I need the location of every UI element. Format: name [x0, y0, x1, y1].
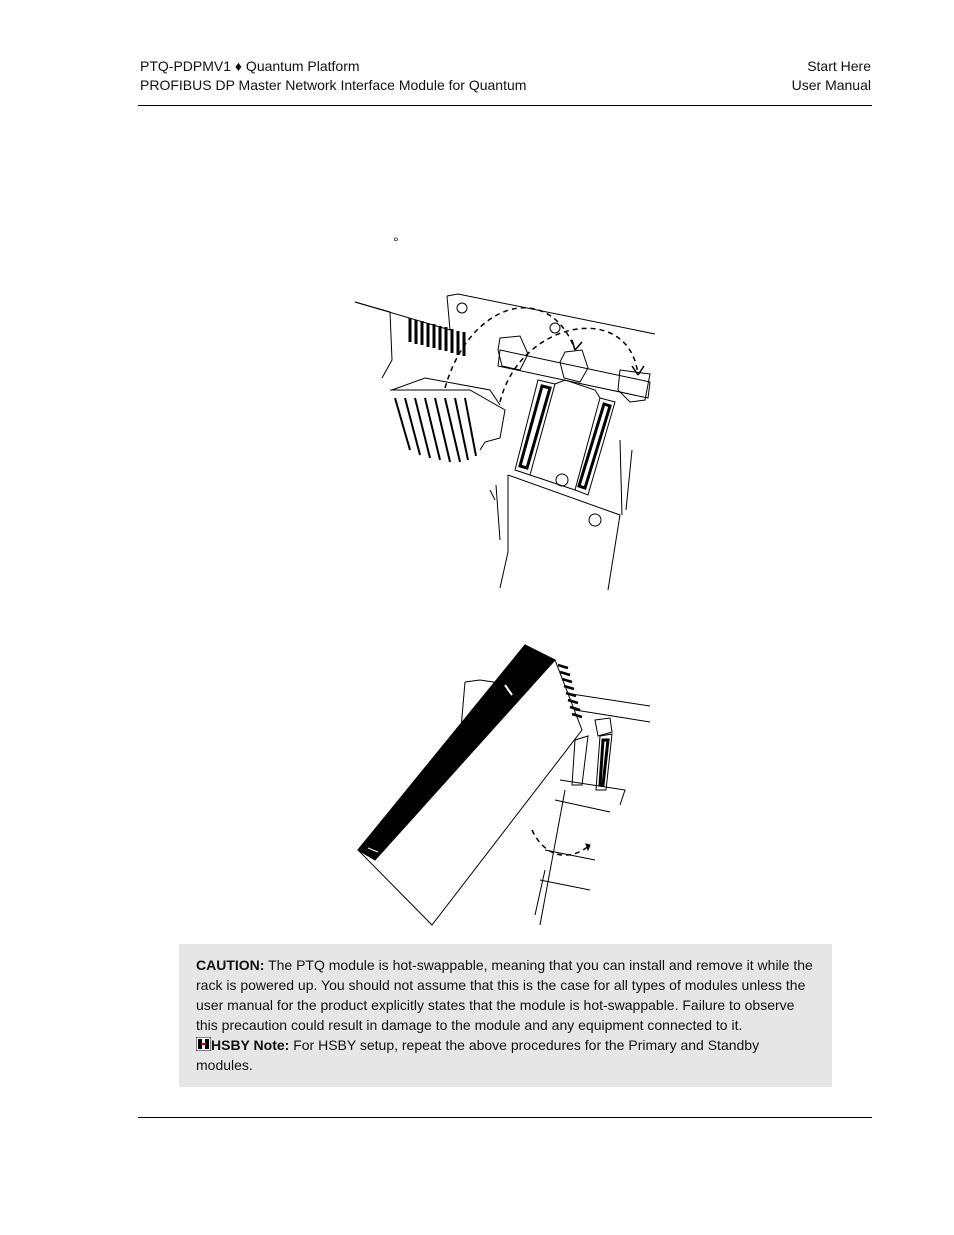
header-product-title: PTQ-PDPMV1 ♦ Quantum Platform: [140, 58, 360, 74]
header-section-title: Start Here: [807, 58, 871, 74]
hsby-icon: [196, 1037, 211, 1051]
caution-paragraph: [196, 955, 814, 1035]
header-divider: [138, 105, 872, 106]
caution-label: CAUTION:: [196, 957, 265, 973]
header-product-subtitle: PROFIBUS DP Master Network Interface Module for Quantum: [140, 77, 527, 93]
rack-module-hook-illustration: [350, 290, 660, 595]
hsby-label: HSBY Note:: [211, 1037, 290, 1053]
header-document-title: User Manual: [791, 77, 871, 93]
caution-text: The PTQ module is hot-swappable, meaning that you can install and remove it while the rack is powered up. You should not assume that this is the case for all types of modules unless the user manual for the product explicitly states that the module is hot-swappable. Failure to observe this precaution could result in damage to the module and any equipment connected to it.: [196, 957, 813, 1033]
hsby-text: For HSBY setup, repeat the above procedures for the Primary and Standby modules.: [196, 1037, 760, 1073]
header-left: [140, 57, 526, 95]
degree-mark: °: [393, 234, 399, 250]
module-rotate-into-rack-illustration: [350, 640, 660, 930]
header-right: [792, 57, 871, 95]
footer-divider: [138, 1117, 872, 1118]
caution-box: [179, 944, 832, 1087]
hsby-note: [196, 1035, 814, 1075]
